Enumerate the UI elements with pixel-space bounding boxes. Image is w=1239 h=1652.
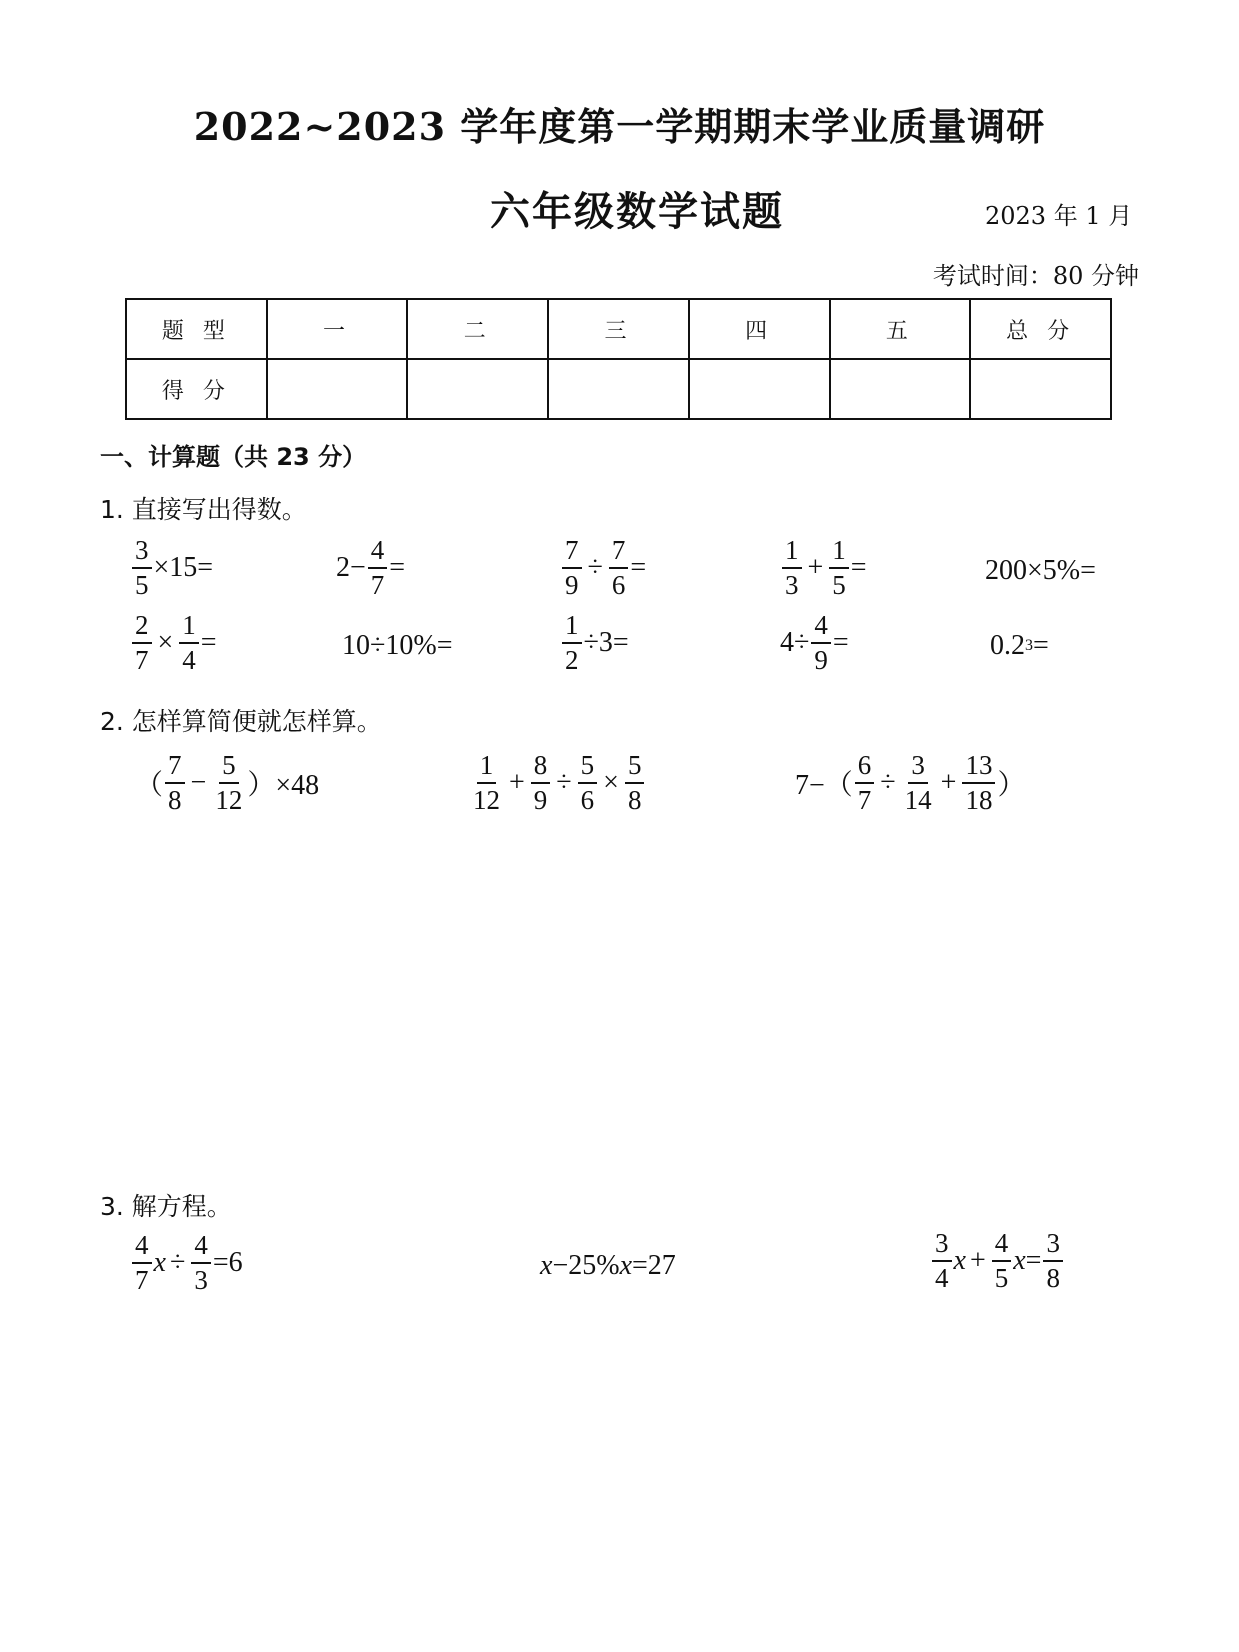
score-input-cell[interactable] — [970, 359, 1111, 419]
denominator: 4 — [182, 645, 196, 676]
numerator: 3 — [132, 535, 152, 569]
operator: − — [190, 767, 207, 799]
q3-answer-area[interactable] — [100, 1320, 1140, 1620]
expr-text: = — [389, 552, 406, 584]
expr-text: 7−（ — [795, 770, 853, 802]
q1-item-2 — [336, 535, 405, 601]
numerator: 2 — [132, 610, 152, 644]
operator: + — [509, 767, 525, 799]
variable: x — [953, 1245, 966, 1277]
q2-expression-3 — [795, 750, 1025, 816]
q1-item-4 — [780, 535, 867, 601]
numerator: 7 — [562, 535, 582, 569]
q2-expression-2 — [468, 750, 646, 816]
denominator: 6 — [611, 570, 626, 601]
expr-text: ×15= — [153, 552, 214, 584]
operator: ÷ — [556, 767, 572, 799]
expr-text: =6 — [212, 1247, 243, 1279]
denominator: 9 — [533, 785, 548, 816]
expr-text: （ — [135, 770, 164, 802]
numerator: 5 — [625, 750, 645, 784]
q1-item-8 — [560, 610, 629, 676]
q1-item-9 — [780, 610, 849, 676]
q1-item-5 — [985, 555, 1096, 587]
q1-item-10 — [990, 630, 1049, 662]
denominator: 18 — [965, 785, 993, 816]
denominator: 6 — [580, 785, 595, 816]
operator: + — [807, 552, 824, 584]
numerator: 4 — [368, 535, 388, 569]
denominator: 5 — [135, 570, 149, 601]
denominator: 3 — [194, 1265, 208, 1296]
score-cell: 题 型 — [126, 299, 267, 359]
expr-text: ÷3= — [583, 627, 629, 659]
denominator: 14 — [904, 785, 932, 816]
numerator: 4 — [132, 1230, 152, 1264]
denominator: 8 — [168, 785, 182, 816]
numerator: 7 — [609, 535, 629, 569]
denominator: 2 — [565, 645, 579, 676]
variable: x — [1013, 1245, 1026, 1277]
question-3-label: 3. 解方程。 — [100, 1192, 232, 1221]
operator: ÷ — [169, 1247, 186, 1279]
numerator: 6 — [855, 750, 875, 784]
operator: + — [940, 767, 957, 799]
numerator: 1 — [179, 610, 199, 644]
expr-text: 200×5%= — [985, 555, 1096, 586]
expr-text: = — [850, 552, 867, 584]
numerator: 3 — [1043, 1228, 1063, 1262]
q2-answer-area[interactable] — [100, 840, 1140, 1170]
expr-text: ）×48 — [247, 770, 320, 802]
numerator: 8 — [531, 750, 551, 784]
denominator: 3 — [785, 570, 799, 601]
operator: ÷ — [587, 552, 603, 584]
expr-text: 4÷ — [780, 627, 810, 659]
expr-text: =27 — [632, 1250, 676, 1281]
question-1-label: 1. 直接写出得数。 — [100, 495, 307, 524]
score-cell: 五 — [830, 299, 971, 359]
expr-text: 10÷10%= — [342, 630, 453, 661]
numerator: 3 — [908, 750, 928, 784]
score-cell: 四 — [689, 299, 830, 359]
expr-text: 0.2 — [990, 630, 1025, 661]
q3-equation-2 — [540, 1250, 676, 1282]
denominator: 12 — [215, 785, 243, 816]
denominator: 5 — [832, 570, 846, 601]
q1-item-6 — [130, 610, 217, 676]
denominator: 7 — [370, 570, 385, 601]
expr-text: ） — [997, 770, 1026, 802]
numerator: 1 — [477, 750, 497, 784]
exam-title: 2022~2023 学年度第一学期期末学业质量调研 — [193, 104, 1046, 149]
numerator: 5 — [219, 750, 239, 784]
operator: × — [603, 767, 619, 799]
q3-equation-3 — [930, 1228, 1065, 1294]
denominator: 12 — [473, 785, 500, 816]
operator: + — [969, 1245, 986, 1277]
score-input-cell[interactable] — [267, 359, 408, 419]
denominator: 8 — [1046, 1263, 1060, 1294]
q2-expression-1 — [135, 750, 319, 816]
variable: x — [619, 1250, 632, 1281]
exam-subtitle: 六年级数学试题 — [490, 188, 784, 235]
expr-text: 2− — [336, 552, 366, 584]
score-table — [125, 298, 1112, 420]
score-table-header-row — [126, 299, 1111, 359]
numerator: 7 — [165, 750, 185, 784]
numerator: 1 — [562, 610, 582, 644]
q1-item-3 — [560, 535, 646, 601]
numerator: 4 — [811, 610, 831, 644]
score-cell: 二 — [407, 299, 548, 359]
score-input-cell[interactable] — [407, 359, 548, 419]
denominator: 8 — [627, 785, 642, 816]
expr-text: = — [1033, 630, 1049, 661]
score-input-cell[interactable] — [548, 359, 689, 419]
numerator: 1 — [829, 535, 849, 569]
score-table-score-row — [126, 359, 1111, 419]
score-cell: 一 — [267, 299, 408, 359]
denominator: 7 — [135, 645, 149, 676]
numerator: 13 — [962, 750, 995, 784]
denominator: 4 — [935, 1263, 949, 1294]
score-cell: 得 分 — [126, 359, 267, 419]
exponent: 3 — [1025, 637, 1033, 654]
denominator: 7 — [857, 785, 872, 816]
variable: x — [153, 1247, 166, 1279]
q1-item-7 — [342, 630, 452, 662]
denominator: 9 — [565, 570, 579, 601]
exam-date: 2023 年 1 月 — [985, 202, 1133, 230]
variable: x — [540, 1250, 553, 1281]
denominator: 5 — [994, 1263, 1009, 1294]
question-2-label: 2. 怎样算简便就怎样算。 — [100, 707, 382, 736]
expr-text: = — [630, 552, 647, 584]
q1-item-1 — [130, 535, 213, 601]
score-input-cell[interactable] — [689, 359, 830, 419]
numerator: 5 — [578, 750, 598, 784]
operator: ÷ — [880, 767, 896, 799]
expr-text: = — [832, 627, 849, 659]
score-input-cell[interactable] — [830, 359, 971, 419]
score-cell: 三 — [548, 299, 689, 359]
section-title: 一、计算题（共 23 分） — [100, 443, 367, 471]
expr-text: = — [200, 627, 217, 659]
numerator: 4 — [992, 1228, 1012, 1262]
operator: × — [157, 627, 174, 659]
denominator: 9 — [814, 645, 828, 676]
numerator: 1 — [782, 535, 802, 569]
exam-duration: 考试时间：80 分钟 — [932, 262, 1139, 290]
expr-text: −25% — [552, 1250, 620, 1281]
score-cell: 总 分 — [970, 299, 1111, 359]
numerator: 4 — [191, 1230, 211, 1264]
q3-equation-1 — [130, 1230, 243, 1296]
denominator: 7 — [135, 1265, 149, 1296]
numerator: 3 — [932, 1228, 952, 1262]
expr-text: = — [1025, 1245, 1042, 1277]
